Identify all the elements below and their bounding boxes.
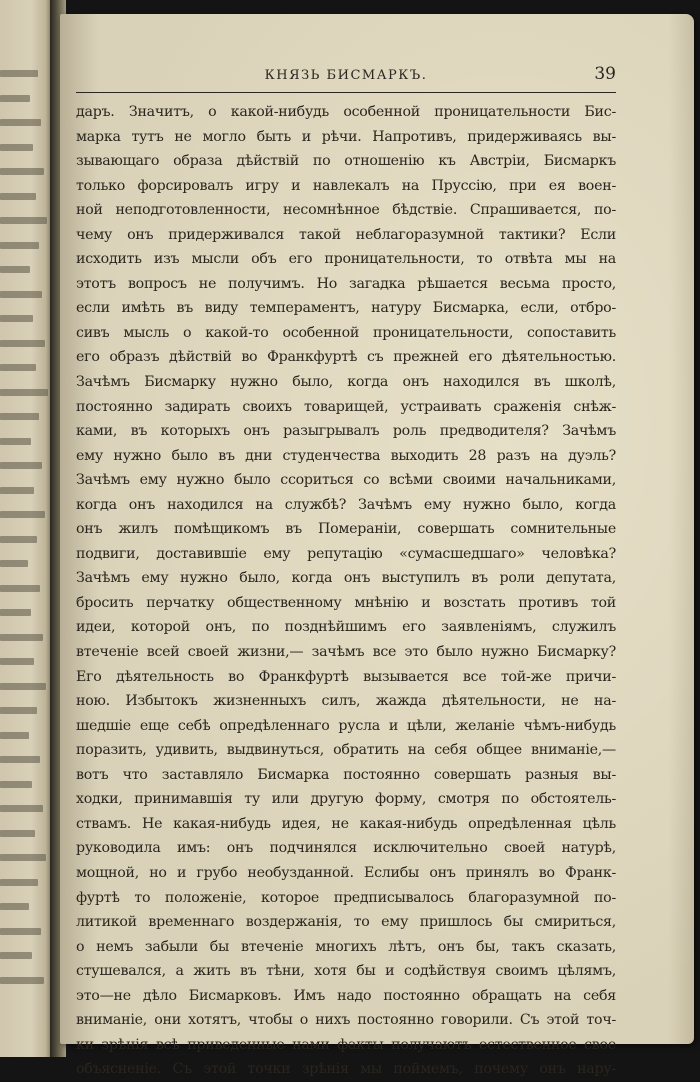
text-line: онъ жилъ помѣщикомъ въ Помераніи, совершать сомнительные [76,521,616,538]
facing-page-text-fragment [0,854,46,861]
facing-page-text-fragment [0,413,39,420]
text-line: только форсировалъ игру и навлекалъ на Пруссію, при ея воен- [76,177,616,194]
text-line: ствамъ. Не какая-нибудь идея, не какая-нибудь опредѣленная цѣль [76,815,616,832]
text-line: объясненіе. Съ этой точки зрѣнія мы поймемъ, почему онъ нару- [76,1061,616,1078]
text-line: вотъ что заставляло Бисмарка постоянно совершать разныя вы- [76,766,616,783]
facing-page-text-fragment [0,193,36,200]
facing-page-text-fragment [0,389,48,396]
text-line: сивъ мысль о какой-то особенной проницательности, сопоставить [76,324,616,341]
text-line: зывающаго образа дѣйствій по отношенію къ Австріи, Бисмаркъ [76,153,616,170]
facing-page-text-fragment [0,560,28,567]
text-line: руководила имъ: онъ подчинялся исключительно своей натурѣ, [76,840,616,857]
facing-page-text-fragment [0,830,35,837]
page-header [76,64,616,93]
facing-page-text-fragment [0,658,34,665]
facing-page [0,0,52,1057]
facing-page-text-fragment [0,536,37,543]
text-line: Зачѣмъ ему нужно было ссориться со всѣми своими начальниками, [76,472,616,489]
facing-page-text-fragment [0,756,40,763]
text-line: ною. Избытокъ жизненныхъ силъ, жажда дѣятельности, не на- [76,693,616,710]
text-line: если имѣть въ виду темпераментъ, натуру Бисмарка, если, отбро- [76,300,616,317]
text-line: этотъ вопросъ не получимъ. Но загадка рѣшается весьма просто, [76,275,616,292]
facing-page-text-fragment [0,364,36,371]
facing-page-text-fragment [0,511,45,518]
text-line: фуртѣ то положеніе, которое предписывалось благоразумной по- [76,889,616,906]
facing-page-text-fragment [0,609,31,616]
text-line: ной неподготовленности, несомнѣнное бѣдствіе. Спрашивается, по- [76,202,616,219]
text-line: Зачѣмъ ему нужно было, когда онъ выступилъ въ роли депутата, [76,570,616,587]
facing-page-text-fragment [0,781,32,788]
text-line: марка тутъ не могло быть и рѣчи. Напротивъ, придерживаясь вы- [76,128,616,145]
facing-page-text-fragment [0,315,33,322]
facing-page-text-fragment [0,95,30,102]
facing-page-text-fragment [0,217,47,224]
text-line: ходки, принимавшія ту или другую форму, смотря по обстоятель- [76,791,616,808]
text-line: мощной, но и грубо необузданной. Еслибы онъ принялъ во Франк- [76,864,616,881]
facing-page-text-fragment [0,70,38,77]
facing-page-text-fragment [0,707,37,714]
text-line: стушевался, а жить въ тѣни, хотя бы и содѣйствуя своимъ цѣлямъ, [76,963,616,980]
facing-page-text-fragment [0,977,44,984]
facing-page-text-fragment [0,903,29,910]
facing-page-text-fragment [0,683,46,690]
text-line: исходить изъ мысли объ его проницательности, то отвѣта мы на [76,251,616,268]
facing-page-text-fragment [0,805,43,812]
text-line: его образъ дѣйствій во Франкфуртѣ съ прежней его дѣятельностью. [76,349,616,366]
text-line: Зачѣмъ Бисмарку нужно было, когда онъ находился въ школѣ, [76,374,616,391]
facing-page-text-fragment [0,634,43,641]
facing-page-text-fragment [0,732,29,739]
facing-page-text-fragment [0,291,42,298]
facing-page-text-fragment [0,928,41,935]
text-line: подвиги, доставившіе ему репутацію «сумасшедшаго» человѣка? [76,545,616,562]
text-line: даръ. Значитъ, о какой-нибудь особенной проницательности Бис- [76,104,616,120]
text-line: вниманіе, они хотятъ, чтобы о нихъ постоянно говорили. Съ этой точ- [76,1012,616,1029]
body-text [76,100,616,1082]
text-line: чему онъ придерживался такой неблагоразумной тактики? Если [76,226,616,243]
facing-page-text-fragment [0,340,45,347]
facing-page-text-fragment [0,438,31,445]
page-number: 39 [594,64,616,84]
text-line: бросить перчатку общественному мнѣнію и возстать противъ той [76,594,616,611]
facing-page-text-fragment [0,242,39,249]
text-line: о немъ забыли бы втеченіе многихъ лѣтъ, онъ бы, такъ сказать, [76,938,616,955]
text-line: это—не дѣло Бисмарковъ. Имъ надо постоянно обращать на себя [76,987,616,1004]
facing-page-text-fragment [0,952,32,959]
facing-page-text-fragment [0,144,33,151]
text-line: ему нужно было въ дни студенчества выходить 28 разъ на дуэль? [76,447,616,464]
text-line: когда онъ находился на службѣ? Зачѣмъ ему нужно было, когда [76,496,616,513]
text-line: постоянно задирать своихъ товарищей, устраивать сраженія снѣж- [76,398,616,415]
text-line: литикой временнаго воздержанія, то ему пришлось бы смириться, [76,914,616,931]
text-line: идеи, которой онъ, по позднѣйшимъ его заявленіямъ, служилъ [76,619,616,636]
facing-page-text-fragment [0,585,40,592]
facing-page-text-fragment [0,462,42,469]
text-line: поразить, удивить, выдвинуться, обратить на себя общее вниманіе,— [76,742,616,759]
facing-page-text-fragment [0,168,44,175]
running-head: КНЯЗЬ БИСМАРКЪ. [264,68,428,83]
text-line: втеченіе всей своей жизни,— зачѣмъ все это было нужно Бисмарку? [76,644,616,661]
facing-page-text-fragment [0,266,30,273]
text-line: шедшіе еще себѣ опредѣленнаго русла и цѣли, желаніе чѣмъ-нибудь [76,717,616,734]
text-line: ки зрѣнія всѣ приведенные нами факты получаютъ естественное свое [76,1036,616,1053]
facing-page-text-fragment [0,487,34,494]
text-line: ками, въ которыхъ онъ разыгрывалъ роль предводителя? Зачѣмъ [76,423,616,440]
facing-page-text-fragment [0,879,38,886]
facing-page-text-fragment [0,119,41,126]
text-line: Его дѣятельность во Франкфуртѣ вызывается все той-же причи- [76,668,616,685]
